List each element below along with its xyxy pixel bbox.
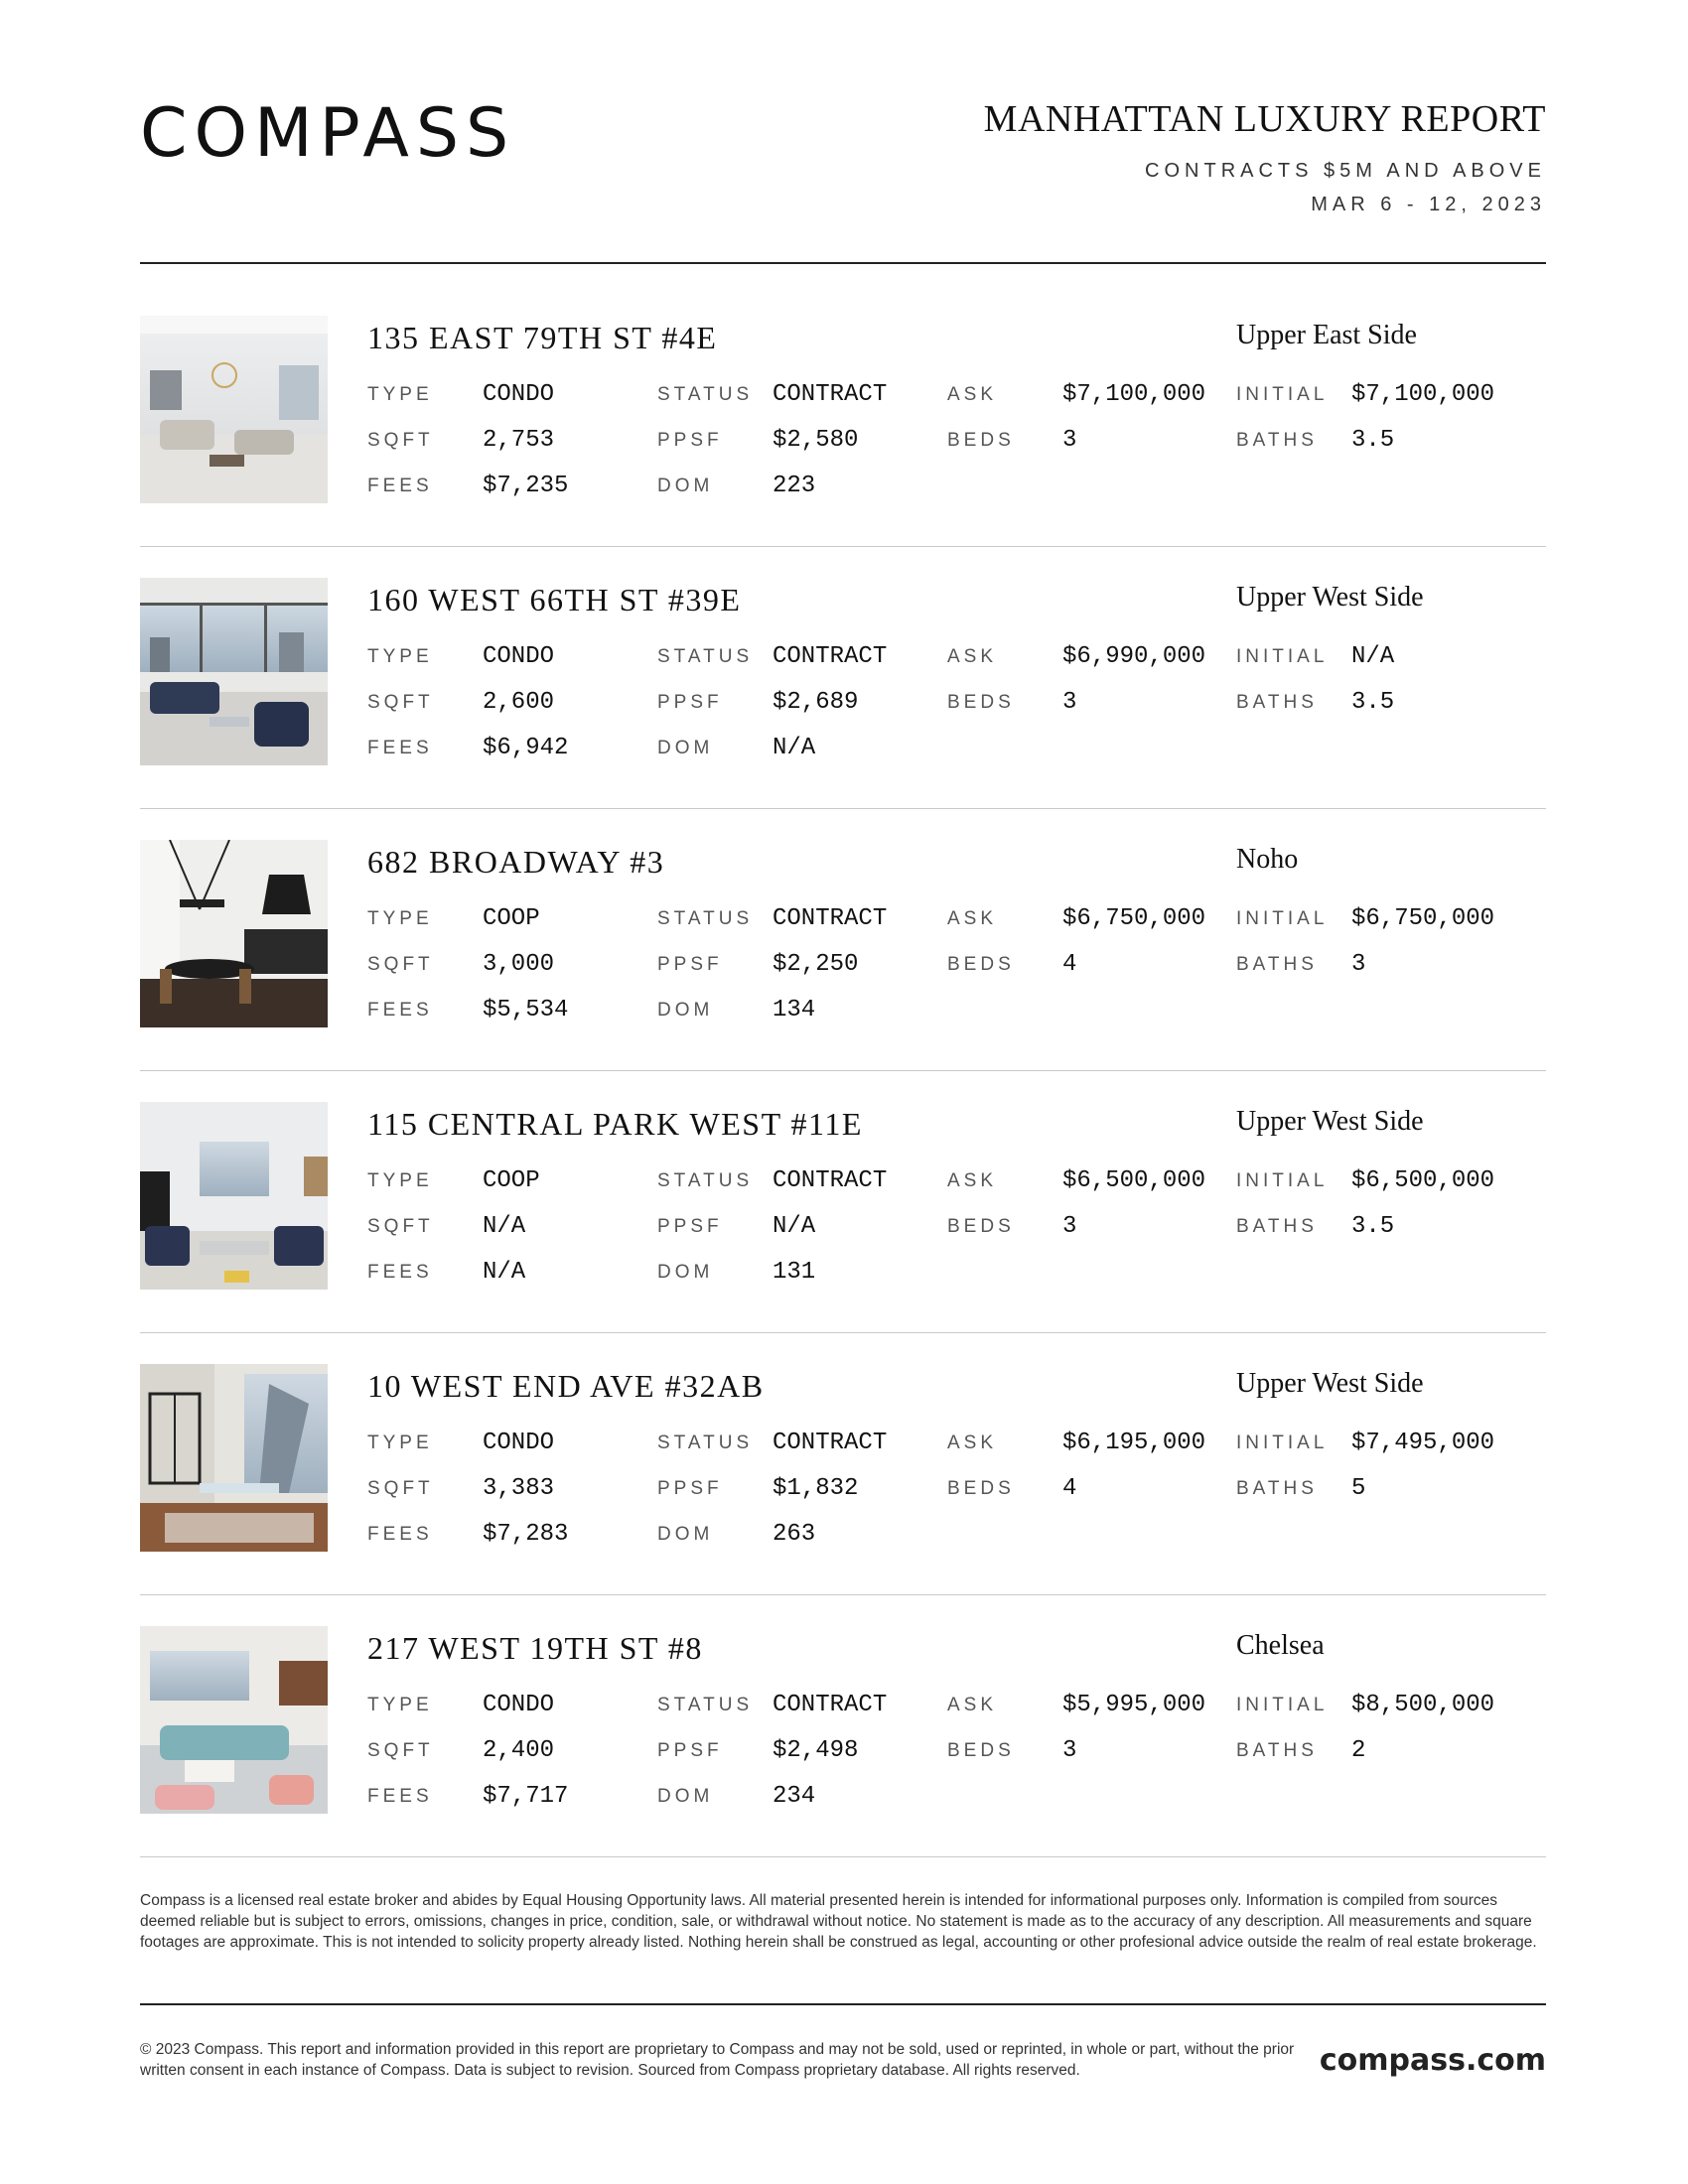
ppsf-label: PPSF [657,954,723,975]
status-label: STATUS [657,646,754,667]
initial-value: $8,500,000 [1351,1692,1495,1718]
sqft-value: 3,383 [483,1475,555,1502]
beds-label: BEDS [947,954,1015,975]
status-value: CONTRACT [773,905,888,932]
baths-value: 2 [1351,1737,1366,1764]
beds-value: 4 [1062,951,1077,978]
type-value: CONDO [483,1692,555,1718]
ppsf-label: PPSF [657,1478,723,1499]
status-label: STATUS [657,908,754,929]
sqft-value: 2,753 [483,427,555,454]
ask-label: ASK [947,1695,998,1715]
type-label: TYPE [367,1433,433,1453]
initial-label: INITIAL [1236,1170,1329,1191]
fees-value: $7,235 [483,473,569,499]
beds-value: 4 [1062,1475,1077,1502]
status-value: CONTRACT [773,1692,888,1718]
sqft-label: SQFT [367,692,434,713]
beds-value: 3 [1062,1213,1077,1240]
baths-value: 5 [1351,1475,1366,1502]
baths-value: 3.5 [1351,689,1395,716]
sqft-label: SQFT [367,1216,434,1237]
beds-value: 3 [1062,1737,1077,1764]
dom-value: 223 [773,473,816,499]
listing-photo [140,840,328,1027]
dom-label: DOM [657,476,714,496]
dom-value: 263 [773,1521,816,1548]
sqft-value: 2,400 [483,1737,555,1764]
ask-value: $7,100,000 [1062,381,1206,408]
sqft-label: SQFT [367,1740,434,1761]
fees-label: FEES [367,738,433,758]
status-label: STATUS [657,384,754,405]
initial-value: $7,495,000 [1351,1430,1495,1456]
fees-value: $6,942 [483,735,569,761]
report-subtitle: CONTRACTS $5M AND ABOVE [1145,160,1546,182]
baths-label: BATHS [1236,1216,1318,1237]
dom-label: DOM [657,1000,714,1021]
footer-divider [140,2003,1546,2005]
ask-label: ASK [947,1433,998,1453]
listing-address: 135 EAST 79TH ST #4E [367,320,718,355]
initial-label: INITIAL [1236,384,1329,405]
ppsf-label: PPSF [657,430,723,451]
fees-value: $5,534 [483,997,569,1024]
status-label: STATUS [657,1433,754,1453]
beds-value: 3 [1062,427,1077,454]
listing-divider [140,1594,1546,1595]
listing-photo [140,578,328,765]
listing-neighborhood: Noho [1236,844,1299,875]
dom-label: DOM [657,1262,714,1283]
listing-address: 682 BROADWAY #3 [367,844,665,880]
ask-label: ASK [947,646,998,667]
dom-label: DOM [657,738,714,758]
beds-label: BEDS [947,430,1015,451]
beds-label: BEDS [947,1740,1015,1761]
fees-value: N/A [483,1259,526,1286]
initial-value: $6,750,000 [1351,905,1495,932]
listing-neighborhood: Upper East Side [1236,320,1417,350]
listing-photo [140,316,328,503]
initial-label: INITIAL [1236,1695,1329,1715]
type-label: TYPE [367,384,433,405]
listing-divider [140,1070,1546,1071]
listing-row [140,1102,1546,1291]
ask-value: $5,995,000 [1062,1692,1206,1718]
ppsf-value: $2,250 [773,951,859,978]
report-title: MANHATTAN LUXURY REPORT [983,98,1546,140]
initial-label: INITIAL [1236,908,1329,929]
listing-row [140,1626,1546,1815]
listing-address: 160 WEST 66TH ST #39E [367,582,742,617]
dom-label: DOM [657,1524,714,1545]
initial-label: INITIAL [1236,646,1329,667]
listing-neighborhood: Upper West Side [1236,1368,1424,1399]
beds-label: BEDS [947,1478,1015,1499]
fees-label: FEES [367,476,433,496]
initial-label: INITIAL [1236,1433,1329,1453]
listing-row [140,1364,1546,1553]
beds-label: BEDS [947,692,1015,713]
sqft-value: 3,000 [483,951,555,978]
listing-row [140,316,1546,504]
ask-label: ASK [947,908,998,929]
status-value: CONTRACT [773,381,888,408]
report-header [140,94,1546,263]
fees-label: FEES [367,1524,433,1545]
ask-value: $6,500,000 [1062,1167,1206,1194]
listing-divider [140,1856,1546,1857]
listing-neighborhood: Upper West Side [1236,1106,1424,1137]
website-link[interactable]: compass.com [1319,2043,1546,2078]
report-title-block [984,94,1546,221]
type-label: TYPE [367,646,433,667]
listing-photo [140,1102,328,1290]
header-divider [140,262,1546,264]
listing-address: 115 CENTRAL PARK WEST #11E [367,1106,863,1142]
type-value: CONDO [483,381,555,408]
dom-value: N/A [773,735,816,761]
listing-row [140,840,1546,1028]
baths-value: 3.5 [1351,427,1395,454]
status-value: CONTRACT [773,1167,888,1194]
dom-value: 234 [773,1783,816,1810]
listing-photo [140,1626,328,1814]
ask-value: $6,195,000 [1062,1430,1206,1456]
listing-neighborhood: Upper West Side [1236,582,1424,613]
sqft-value: N/A [483,1213,526,1240]
listing-neighborhood: Chelsea [1236,1630,1325,1661]
fees-value: $7,717 [483,1783,569,1810]
dom-value: 134 [773,997,816,1024]
sqft-label: SQFT [367,430,434,451]
status-label: STATUS [657,1695,754,1715]
baths-label: BATHS [1236,954,1318,975]
ask-value: $6,990,000 [1062,643,1206,670]
copyright-notice: © 2023 Compass. This report and information provided in this report are proprietary to Compass and may not be sold, used or reprinted, in whole or part, without the prior written consent in each instance of Compass. Data is subject to revision. Sourced from Compass proprietary database. All rights reserved. [140,2041,1295,2079]
dom-label: DOM [657,1786,714,1807]
initial-value: $6,500,000 [1351,1167,1495,1194]
type-value: CONDO [483,643,555,670]
ppsf-label: PPSF [657,1740,723,1761]
type-label: TYPE [367,1170,433,1191]
sqft-value: 2,600 [483,689,555,716]
listing-divider [140,1332,1546,1333]
baths-label: BATHS [1236,692,1318,713]
ppsf-value: $2,689 [773,689,859,716]
type-label: TYPE [367,1695,433,1715]
fees-label: FEES [367,1786,433,1807]
listing-address: 10 WEST END AVE #32AB [367,1368,765,1404]
type-value: CONDO [483,1430,555,1456]
initial-value: N/A [1351,643,1395,670]
listing-divider [140,546,1546,547]
report-dates: MAR 6 - 12, 2023 [1311,194,1546,215]
listing-photo [140,1364,328,1552]
status-value: CONTRACT [773,643,888,670]
listing-row [140,578,1546,766]
fees-label: FEES [367,1262,433,1283]
status-label: STATUS [657,1170,754,1191]
status-value: CONTRACT [773,1430,888,1456]
beds-label: BEDS [947,1216,1015,1237]
ppsf-value: $2,580 [773,427,859,454]
ask-label: ASK [947,384,998,405]
ppsf-value: $1,832 [773,1475,859,1502]
ppsf-label: PPSF [657,1216,723,1237]
initial-value: $7,100,000 [1351,381,1495,408]
dom-value: 131 [773,1259,816,1286]
ask-label: ASK [947,1170,998,1191]
fees-label: FEES [367,1000,433,1021]
type-label: TYPE [367,908,433,929]
ppsf-value: $2,498 [773,1737,859,1764]
listing-divider [140,808,1546,809]
sqft-label: SQFT [367,1478,434,1499]
baths-value: 3 [1351,951,1366,978]
listing-address: 217 WEST 19TH ST #8 [367,1630,703,1666]
type-value: COOP [483,1167,540,1194]
ppsf-value: N/A [773,1213,816,1240]
baths-label: BATHS [1236,1478,1318,1499]
ask-value: $6,750,000 [1062,905,1206,932]
type-value: COOP [483,905,540,932]
compass-logo: COMPASS [140,94,516,173]
ppsf-label: PPSF [657,692,723,713]
fees-value: $7,283 [483,1521,569,1548]
legal-disclaimer: Compass is a licensed real estate broker and abides by Equal Housing Opportunity laws. All material presented herein is intended for informational purposes only. Information is compiled from sources deemed reliable but is subject to errors, omissions, changes in price, condition, sale, or withdrawal without notice. No statement is made as to the accuracy of any description. All measurements and square footages are approximate. This is not intended to solicity property already listed. Nothing herein shall be construed as legal, accounting or other profesional advice outside the realm of real estate brokerage. [140,1892,1537,1951]
baths-label: BATHS [1236,430,1318,451]
sqft-label: SQFT [367,954,434,975]
baths-value: 3.5 [1351,1213,1395,1240]
baths-label: BATHS [1236,1740,1318,1761]
beds-value: 3 [1062,689,1077,716]
